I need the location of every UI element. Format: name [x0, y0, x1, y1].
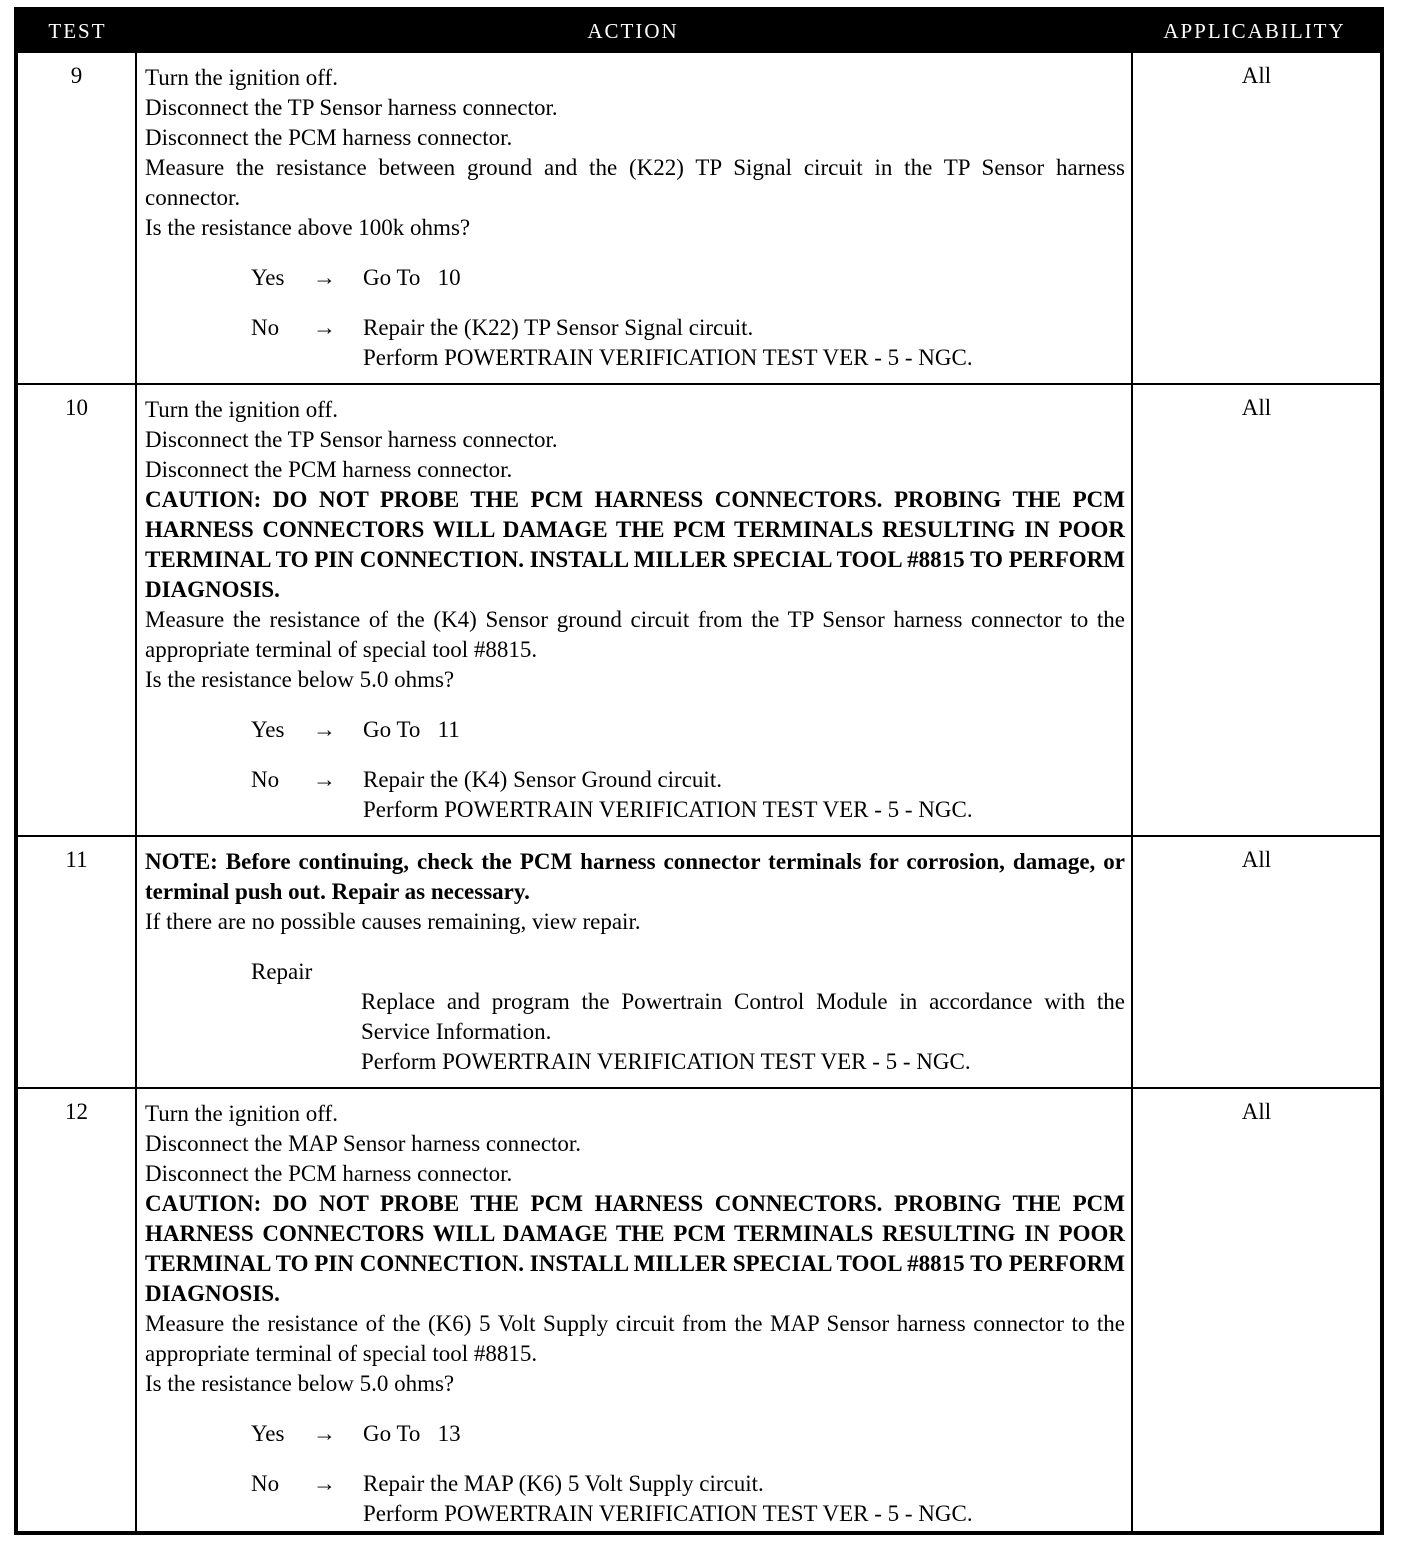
- action-line: Disconnect the PCM harness connector.: [145, 125, 513, 150]
- note-text: NOTE: Before continuing, check the PCM harness connector terminals for corrosion, damage, or terminal push out. Repair as necessary.: [145, 849, 1125, 904]
- action-line: Turn the ignition off.: [145, 397, 338, 422]
- no-label: No: [251, 1471, 280, 1496]
- table-row: [18, 1087, 1380, 1535]
- yes-branch: [145, 263, 1125, 293]
- no-label: No: [251, 767, 280, 792]
- arrow-icon: →: [313, 1421, 336, 1446]
- arrow-icon: →: [313, 1471, 336, 1496]
- yes-label: Yes: [251, 1421, 285, 1446]
- table-header: [18, 11, 1380, 51]
- action-cell: [137, 1089, 1133, 1535]
- no-branch: [145, 313, 1125, 373]
- header-applicability: APPLICABILITY: [1163, 18, 1346, 43]
- no-result-perform: Perform POWERTRAIN VERIFICATION TEST VER - 5 - NGC.: [363, 1501, 973, 1526]
- action-line: Disconnect the PCM harness connector.: [145, 1161, 513, 1186]
- test-number: 11: [18, 837, 137, 1087]
- action-question: Is the resistance above 100k ohms?: [145, 215, 471, 240]
- repair-perform: Perform POWERTRAIN VERIFICATION TEST VER - 5 - NGC.: [361, 1049, 971, 1074]
- yes-result: Go To 11: [363, 717, 460, 742]
- yes-label: Yes: [251, 265, 285, 290]
- header-action: ACTION: [587, 18, 679, 43]
- no-result-repair: Repair the (K4) Sensor Ground circuit.: [363, 767, 722, 792]
- applicability-cell: All: [1241, 847, 1272, 872]
- action-line: Disconnect the PCM harness connector.: [145, 457, 513, 482]
- no-label: No: [251, 315, 280, 340]
- repair-text: Replace and program the Powertrain Control Module in accordance with the Service Information.: [361, 989, 1125, 1044]
- action-cell: [137, 837, 1133, 1087]
- no-branch: [145, 1469, 1125, 1529]
- action-line: Turn the ignition off.: [145, 1101, 338, 1126]
- no-result: [363, 1469, 1125, 1529]
- yes-result: Go To 13: [363, 1421, 461, 1446]
- test-number: 9: [18, 53, 137, 383]
- action-question: Is the resistance below 5.0 ohms?: [145, 667, 455, 692]
- arrow-icon: →: [313, 265, 336, 290]
- yes-branch: [145, 715, 1125, 745]
- action-line: Disconnect the TP Sensor harness connector.: [145, 427, 558, 452]
- no-result: [363, 765, 1125, 825]
- arrow-icon: →: [313, 315, 336, 340]
- applicability-cell: All: [1241, 395, 1272, 420]
- action-line: Measure the resistance between ground and the (K22) TP Signal circuit in the TP Sensor harness connector.: [145, 155, 1125, 210]
- header-test: TEST: [48, 18, 107, 43]
- no-result-perform: Perform POWERTRAIN VERIFICATION TEST VER - 5 - NGC.: [363, 797, 973, 822]
- test-number: 10: [18, 385, 137, 835]
- caution-text: CAUTION: DO NOT PROBE THE PCM HARNESS CONNECTORS. PROBING THE PCM HARNESS CONNECTORS WILL DAMAGE THE PCM TERMINALS RESULTING IN POOR TERMINAL TO PIN CONNECTION. INSTALL MILLER SPECIAL TOOL #8815 TO PERFORM DIAGNOSIS.: [145, 487, 1125, 602]
- yes-result: Go To 10: [363, 265, 461, 290]
- no-result: [363, 313, 1125, 373]
- arrow-icon: →: [313, 717, 336, 742]
- table-row: [18, 835, 1380, 1087]
- test-number: 12: [18, 1089, 137, 1535]
- action-line: If there are no possible causes remaining, view repair.: [145, 909, 641, 934]
- repair-label: Repair: [251, 959, 313, 984]
- action-line: Measure the resistance of the (K4) Sensor ground circuit from the TP Sensor harness connector to the appropriate terminal of special tool #8815.: [145, 607, 1125, 662]
- action-line: Measure the resistance of the (K6) 5 Volt Supply circuit from the MAP Sensor harness connector to the appropriate terminal of special tool #8815.: [145, 1311, 1125, 1366]
- applicability-cell: All: [1241, 1099, 1272, 1124]
- action-cell: [137, 385, 1133, 835]
- diagnostic-table: [14, 7, 1384, 1535]
- no-result-repair: Repair the MAP (K6) 5 Volt Supply circuit.: [363, 1471, 764, 1496]
- action-line: Turn the ignition off.: [145, 65, 338, 90]
- action-line: Disconnect the MAP Sensor harness connector.: [145, 1131, 582, 1156]
- caution-text: CAUTION: DO NOT PROBE THE PCM HARNESS CONNECTORS. PROBING THE PCM HARNESS CONNECTORS WILL DAMAGE THE PCM TERMINALS RESULTING IN POOR TERMINAL TO PIN CONNECTION. INSTALL MILLER SPECIAL TOOL #8815 TO PERFORM DIAGNOSIS.: [145, 1191, 1125, 1306]
- table-row: [18, 51, 1380, 383]
- yes-label: Yes: [251, 717, 285, 742]
- table-row: [18, 383, 1380, 835]
- applicability-cell: All: [1241, 63, 1272, 88]
- no-branch: [145, 765, 1125, 825]
- no-result-perform: Perform POWERTRAIN VERIFICATION TEST VER - 5 - NGC.: [363, 345, 973, 370]
- arrow-icon: →: [313, 767, 336, 792]
- no-result-repair: Repair the (K22) TP Sensor Signal circuit.: [363, 315, 754, 340]
- yes-branch: [145, 1419, 1125, 1449]
- action-question: Is the resistance below 5.0 ohms?: [145, 1371, 455, 1396]
- action-line: Disconnect the TP Sensor harness connector.: [145, 95, 558, 120]
- action-cell: [137, 53, 1133, 383]
